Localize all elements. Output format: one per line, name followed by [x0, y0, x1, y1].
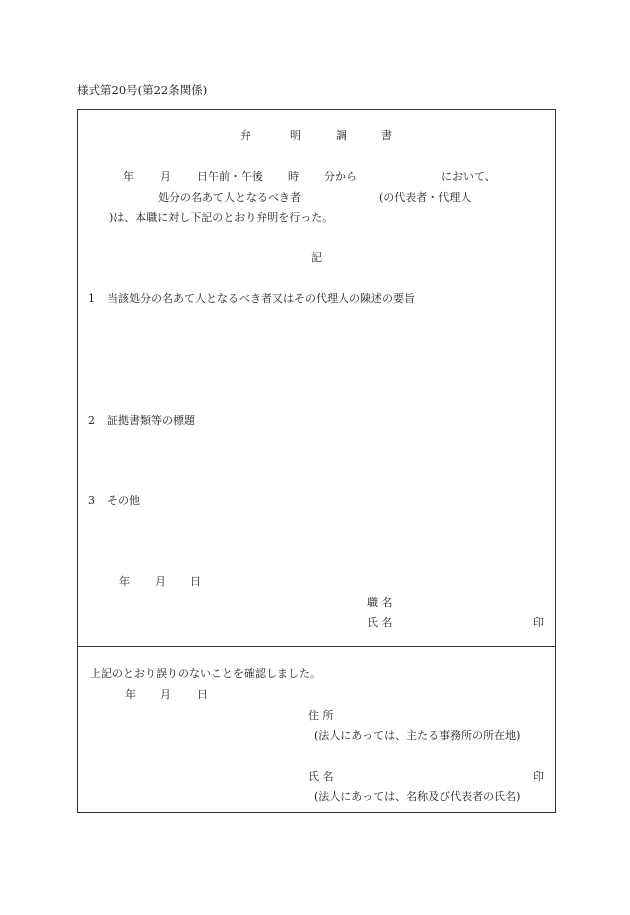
item-text: 証拠書類等の標題	[107, 414, 195, 427]
confirmation-statement: 上記のとおり誤りのないことを確認しました。	[90, 667, 321, 680]
confirm-day-label: 日	[197, 688, 208, 701]
intro-party-label: 処分の名あて人となるべき者	[158, 191, 301, 204]
intro-year-label: 年	[123, 170, 134, 183]
intro-hour-label: 時	[288, 170, 299, 183]
title-char: 弁	[240, 129, 251, 142]
signer-name-label: 氏 名	[308, 770, 334, 783]
intro-day-ampm-label: 日午前・午後	[197, 170, 263, 183]
confirm-year-label: 年	[125, 688, 136, 701]
officer-seal-mark: 印	[533, 616, 544, 629]
address-label: 住 所	[308, 709, 334, 722]
item-number: 1	[88, 292, 95, 305]
officer-title-label: 職 名	[367, 596, 393, 609]
officer-day-label: 日	[190, 575, 201, 588]
intro-statement: )は、本職に対し下記のとおり弁明を行った。	[109, 211, 334, 224]
form-number: 様式第20号(第22条関係)	[77, 83, 208, 97]
signer-seal-mark: 印	[533, 770, 544, 783]
address-note: (法人にあっては、主たる事務所の所在地)	[314, 729, 521, 742]
intro-place-label: において、	[441, 170, 496, 183]
intro-representative-label: (の代表者・代理人	[379, 191, 472, 204]
ki-heading: 記	[311, 251, 322, 264]
item-number: 2	[88, 414, 95, 427]
signer-name-note: (法人にあっては、名称及び代表者の氏名)	[314, 790, 521, 803]
officer-name-label: 氏 名	[367, 616, 393, 629]
confirm-month-label: 月	[160, 688, 171, 701]
section-divider	[77, 646, 556, 647]
intro-minute-label: 分から	[324, 170, 357, 183]
item-number: 3	[88, 494, 95, 507]
item-text: その他	[107, 494, 140, 507]
title-char: 明	[290, 129, 301, 142]
intro-month-label: 月	[160, 170, 171, 183]
officer-year-label: 年	[119, 575, 130, 588]
title-char: 書	[381, 129, 392, 142]
officer-month-label: 月	[155, 575, 166, 588]
title-char: 調	[336, 129, 347, 142]
item-text: 当該処分の名あて人となるべき者又はその代理人の陳述の要旨	[107, 292, 415, 305]
